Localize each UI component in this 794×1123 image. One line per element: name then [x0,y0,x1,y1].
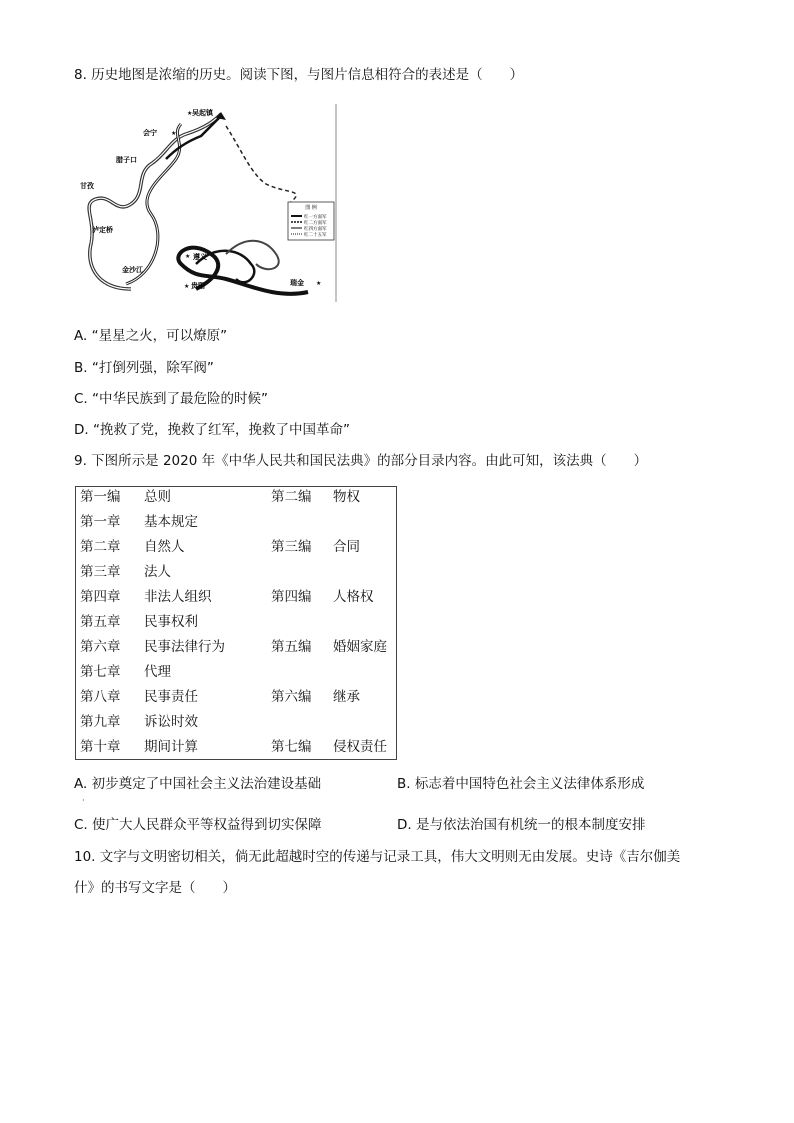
q8-option-d[interactable]: D. “挽救了党，挽救了红军，挽救了中国革命” [74,422,350,438]
toc-left-title: 期间计算 [144,739,198,755]
q8-option-a[interactable]: A. “星星之火，可以燎原” [74,328,228,344]
question-10-stem-line2: 什》的书写文字是（ ） [74,880,236,896]
legend-item-1: 红一方面军 [304,215,327,220]
toc-right-title: 婚姻家庭 [333,639,387,655]
toc-left-title: 法人 [144,564,171,580]
place-jinshajiang: 金沙江 [122,266,143,274]
toc-left-label: 第七章 [80,664,121,680]
toc-left-title: 非法人组织 [144,589,212,605]
toc-right-title: 继承 [333,689,360,705]
toc-right-title: 人格权 [333,589,374,605]
place-wuqizhen: 吴起镇 [192,109,213,117]
route-dashed [226,126,296,202]
toc-left-label: 第二章 [80,539,121,555]
star-icon: ★ [316,280,322,287]
toc-left-label: 第十章 [80,739,121,755]
toc-left-title: 总则 [144,489,171,505]
toc-left-label: 第一章 [80,514,121,530]
long-march-map [76,104,338,302]
question-8-stem: 8. 历史地图是浓缩的历史。阅读下图，与图片信息相符合的表述是（ ） [74,67,524,83]
toc-left-title: 民事法律行为 [144,639,225,655]
civil-code-toc [75,486,397,760]
q9-option-a[interactable]: A. 初步奠定了中国社会主义法治建设基础 [74,776,322,792]
toc-right-title: 侵权责任 [333,739,387,755]
toc-left-label: 第九章 [80,714,121,730]
toc-left-label: 第五章 [80,614,121,630]
route-western [89,114,221,289]
q9-option-c[interactable]: C. 使广大人民群众平等权益得到切实保障 [74,817,322,833]
toc-left-title: 民事权利 [144,614,198,630]
q8-option-c[interactable]: C. “中华民族到了最危险的时候” [74,391,268,407]
toc-left-label: 第六章 [80,639,121,655]
toc-left-label: 第八章 [80,689,121,705]
toc-right-label: 第六编 [271,689,312,705]
toc-right-label: 第二编 [271,489,312,505]
place-ganzi: 甘孜 [80,182,94,190]
toc-right-label: 第五编 [271,639,312,655]
toc-left-label: 第四章 [80,589,121,605]
toc-right-label: 第七编 [271,739,312,755]
place-zunyi: 遵义 [193,253,207,261]
toc-left-label: 第三章 [80,564,121,580]
toc-left-title: 基本规定 [144,514,198,530]
place-ludingqiao: 泸定桥 [92,226,113,234]
star-icon: ★ [185,253,191,260]
legend-title: 图 例 [305,205,317,211]
question-9-stem: 9. 下图所示是 2020 年《中华人民共和国民法典》的部分目录内容。由此可知，该法典（ ） [74,453,648,469]
q9-option-d[interactable]: D. 是与依法治国有机统一的根本制度安排 [397,817,646,833]
place-huining: 会宁 [143,129,157,137]
place-guiyang: 贵阳 [191,282,205,290]
place-ruijin: 瑞金 [290,279,304,287]
q8-option-b[interactable]: B. “打倒列强，除军阀” [74,360,214,376]
toc-right-label: 第三编 [271,539,312,555]
toc-right-title: 物权 [333,489,360,505]
place-lazikou: 腊子口 [116,156,137,164]
legend-item-2: 红二方面军 [304,221,327,226]
star-icon: ★ [171,130,177,137]
legend-item-4: 红二十五军 [304,233,327,238]
toc-right-title: 合同 [333,539,360,555]
route-second-army [126,124,181,284]
star-icon: ★ [187,110,193,117]
toc-left-title: 代理 [144,664,171,680]
stray-mark: · [82,796,85,805]
toc-left-title: 诉讼时效 [144,714,198,730]
toc-left-title: 民事责任 [144,689,198,705]
toc-left-title: 自然人 [144,539,185,555]
star-icon: ★ [184,283,190,290]
toc-right-label: 第四编 [271,589,312,605]
question-10-stem-line1: 10. 文字与文明密切相关，倘无此超越时空的传递与记录工具，伟大文明则无由发展。史诗《吉尔伽美 [74,849,681,865]
toc-left-label: 第一编 [80,489,121,505]
q9-option-b[interactable]: B. 标志着中国特色社会主义法律体系形成 [397,776,645,792]
legend-item-3: 红四方面军 [304,227,327,232]
